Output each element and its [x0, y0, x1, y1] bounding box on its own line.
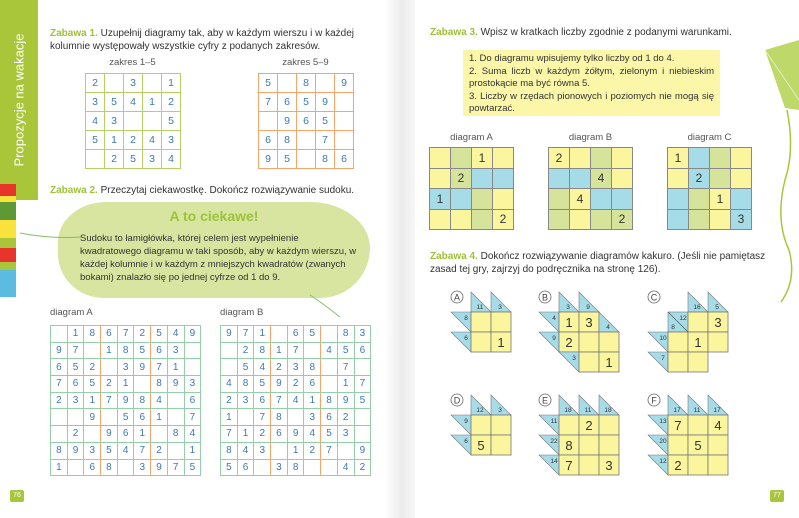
grid-cell[interactable]: 1	[105, 131, 124, 150]
sudoku-cell[interactable]: 3	[167, 342, 184, 359]
kakuro-b	[539, 291, 619, 372]
sudoku-cell[interactable]: 7	[237, 326, 254, 343]
sudoku-cell[interactable]: 7	[51, 376, 68, 393]
sudoku-cell[interactable]: 8	[151, 376, 168, 393]
kakuro-value: 1	[694, 335, 702, 350]
sudoku-cell[interactable]: 4	[337, 459, 354, 476]
grid-cell[interactable]: 1	[143, 93, 162, 112]
kakuro-d	[451, 394, 511, 455]
kakuro-down-sum: 9	[586, 304, 590, 311]
sudoku-cell[interactable]: 8	[287, 459, 304, 476]
kakuro-cell[interactable]	[471, 312, 491, 332]
sudoku-cell[interactable]: 2	[237, 342, 254, 359]
sudoku-cell[interactable]: 9	[101, 426, 118, 443]
color-cell[interactable]: 2	[612, 209, 633, 230]
sudoku-cell[interactable]: 5	[151, 326, 168, 343]
grid-cell[interactable]: 3	[143, 150, 162, 169]
kakuro-letter: B	[541, 292, 549, 303]
kakuro-right-sum: 6	[464, 335, 468, 342]
kakuro-right-sum: 14	[550, 458, 558, 465]
sudoku-cell[interactable]: 7	[134, 442, 151, 459]
grid-cell[interactable]: 6	[259, 131, 278, 150]
sudoku-cell[interactable]: 2	[287, 376, 304, 393]
sudoku-cell[interactable]: 3	[134, 459, 151, 476]
sudoku-cell[interactable]: 2	[354, 459, 371, 476]
kakuro-right-clue	[451, 435, 471, 455]
sudoku-cell[interactable]: 6	[287, 326, 304, 343]
grid-cell[interactable]: 5	[297, 93, 316, 112]
kakuro-a	[451, 291, 511, 352]
kakuro-cell[interactable]	[491, 415, 511, 435]
grid-cell[interactable]: 5	[278, 150, 297, 169]
sudoku-cell[interactable]: 6	[117, 426, 134, 443]
sudoku-cell[interactable]: 3	[254, 442, 271, 459]
grid-cell[interactable]: 6	[278, 93, 297, 112]
rule: 3. Liczby w rzędach pionowych i poziomych nie mogą się powtarzać.	[469, 90, 714, 114]
grid-cell[interactable]: 3	[86, 93, 105, 112]
kakuro-cell[interactable]	[599, 435, 619, 455]
kakuro-value: 8	[565, 438, 573, 453]
sudoku-cell[interactable]: 1	[287, 442, 304, 459]
sudoku-cell[interactable]: 5	[237, 359, 254, 376]
grid-cell[interactable]: 6	[297, 112, 316, 131]
sudoku-cell[interactable]: 2	[67, 426, 84, 443]
kakuro-right-clue	[539, 312, 559, 332]
kakuro-down-sum: 4	[606, 324, 610, 331]
kakuro-right-sum: 13	[659, 418, 667, 425]
sudoku-cell[interactable]: 6	[271, 426, 288, 443]
kakuro-cell[interactable]	[579, 455, 599, 475]
kakuro-cell[interactable]	[471, 332, 491, 352]
color-cell[interactable]: 1	[430, 189, 451, 210]
fact-text: Sudoku to łamigłówka, której celem jest wypełnienie kwadratowego diagramu w taki sposób, aby w każdym wierszu, w każdej kolumnie i w każdym z mniejszych kwadratów (zwanych bokami) znalazło się po jednej cyfrze od 1 do 9.	[80, 233, 357, 283]
sudoku-cell[interactable]: 1	[184, 442, 201, 459]
sudoku-cell[interactable]: 7	[67, 342, 84, 359]
sudoku-cell[interactable]: 5	[184, 459, 201, 476]
sudoku-cell[interactable]: 3	[184, 376, 201, 393]
grid-cell[interactable]: 9	[259, 150, 278, 169]
sudoku-cell[interactable]: 7	[337, 359, 354, 376]
sudoku-cell[interactable]: 5	[221, 459, 238, 476]
sudoku-cell[interactable]: 9	[134, 359, 151, 376]
color-cell[interactable]: 1	[668, 148, 689, 169]
kakuro-value: 3	[585, 315, 593, 330]
kakuro-right-clue	[539, 332, 559, 352]
grid-cell[interactable]: 3	[124, 74, 143, 93]
kakuro-right-sum: 10	[659, 335, 667, 342]
sudoku-cell[interactable]: 1	[167, 359, 184, 376]
kakuro-down-sum: 8	[671, 324, 675, 331]
sudoku-cell[interactable]: 1	[237, 426, 254, 443]
grid-cell[interactable]: 4	[162, 150, 181, 169]
sudoku-cell[interactable]: 6	[101, 326, 118, 343]
sudoku-cell[interactable]: 6	[84, 459, 101, 476]
grid-cell[interactable]: 2	[86, 74, 105, 93]
sudoku-cell[interactable]: 3	[84, 442, 101, 459]
sudoku-cell[interactable]: 3	[337, 426, 354, 443]
grid-cell[interactable]: 5	[316, 112, 335, 131]
kakuro-cell[interactable]	[708, 455, 728, 475]
kakuro-cell[interactable]	[491, 435, 511, 455]
sudoku-cell[interactable]: 1	[254, 326, 271, 343]
sudoku-cell[interactable]: 8	[167, 426, 184, 443]
sudoku-cell[interactable]: 9	[117, 392, 134, 409]
sudoku-cell[interactable]: 7	[117, 326, 134, 343]
kakuro-value: 7	[565, 458, 573, 473]
sudoku-cell[interactable]: 1	[117, 376, 134, 393]
color-cell[interactable]: 1	[472, 148, 493, 169]
sudoku-cell[interactable]: 9	[84, 409, 101, 426]
kakuro-value: 3	[605, 458, 613, 473]
kakuro-letter: A	[453, 292, 461, 303]
kakuro-right-sum: 9	[552, 335, 556, 342]
sudoku-cell[interactable]: 4	[304, 426, 321, 443]
grid-cell[interactable]: 8	[316, 150, 335, 169]
sudoku-cell[interactable]: 2	[304, 442, 321, 459]
sudoku-cell[interactable]: 9	[67, 442, 84, 459]
sudoku-cell[interactable]: 1	[101, 342, 118, 359]
sudoku-cell[interactable]: 7	[167, 459, 184, 476]
sudoku-cell[interactable]: 4	[117, 442, 134, 459]
rule: 2. Suma liczb w każdym żółtym, zielonym i niebieskim prostokącie ma być równa 5.	[469, 65, 714, 89]
sudoku-cell[interactable]: 8	[254, 342, 271, 359]
grid-cell[interactable]: 1	[162, 74, 181, 93]
sudoku-cell[interactable]: 5	[254, 376, 271, 393]
sudoku-cell[interactable]: 2	[51, 392, 68, 409]
color-cell[interactable]: 3	[731, 209, 752, 230]
grid-cell[interactable]: 5	[124, 150, 143, 169]
sudoku-cell[interactable]: 5	[321, 426, 338, 443]
kakuro-c	[648, 291, 728, 372]
sudoku-cell[interactable]: 4	[221, 376, 238, 393]
kakuro-cell[interactable]	[668, 352, 688, 372]
grid-cell[interactable]: 5	[259, 74, 278, 93]
sudoku-cell[interactable]: 4	[167, 326, 184, 343]
sudoku-cell[interactable]: 8	[51, 442, 68, 459]
sudoku-cell[interactable]: 4	[254, 359, 271, 376]
task-label: Zabawa 2.	[50, 185, 98, 196]
sudoku-cell[interactable]: 7	[271, 392, 288, 409]
grid-cell[interactable]: 8	[297, 74, 316, 93]
sudoku-cell[interactable]: 9	[184, 326, 201, 343]
sudoku-cell[interactable]: 6	[304, 376, 321, 393]
kakuro-value: 4	[714, 418, 722, 433]
kakuro-cell[interactable]	[688, 415, 708, 435]
sudoku-cell[interactable]: 8	[321, 392, 338, 409]
sudoku-cell[interactable]: 3	[67, 392, 84, 409]
kakuro-value: 2	[565, 335, 573, 350]
kakuro-right-clue	[451, 415, 471, 435]
fact-title: A to ciekawe!	[169, 208, 259, 224]
color-cell[interactable]: 2	[689, 168, 710, 189]
sudoku-cell[interactable]: 6	[254, 392, 271, 409]
sudoku-cell[interactable]: 8	[237, 376, 254, 393]
sudoku-cell[interactable]: 4	[321, 342, 338, 359]
color-cell[interactable]: 4	[570, 189, 591, 210]
sudoku-cell[interactable]: 1	[67, 326, 84, 343]
kakuro-right-sum: 8	[464, 315, 468, 322]
sudoku-cell[interactable]: 3	[237, 392, 254, 409]
sudoku-cell[interactable]: 5	[337, 342, 354, 359]
task-text: Wpisz w kratkach liczby zgodnie z podanymi warunkami.	[477, 27, 732, 38]
kakuro-cell[interactable]	[688, 352, 708, 372]
sudoku-cell[interactable]: 2	[221, 392, 238, 409]
kakuro-cell[interactable]	[579, 352, 599, 372]
sudoku-cell[interactable]: 8	[271, 409, 288, 426]
kakuro-right-sum: 12	[679, 315, 687, 322]
task-text: Uzupełnij diagramy tak, aby w każdym wierszu i w każdej kolumnie występowały wszystkie cyfry z podanych zakresów.	[50, 28, 355, 52]
sudoku-cell[interactable]: 5	[134, 342, 151, 359]
grid-cell[interactable]: 8	[278, 131, 297, 150]
kakuro-down-sum: 17	[713, 407, 721, 414]
color-cell[interactable]: 2	[549, 148, 570, 169]
sudoku-cell[interactable]: 6	[67, 376, 84, 393]
sudoku-cell[interactable]: 9	[51, 342, 68, 359]
kakuro-value: 2	[585, 418, 593, 433]
grid-cell[interactable]: 2	[105, 150, 124, 169]
kakuro-down-sum: 17	[673, 407, 681, 414]
kakuro-cell[interactable]	[688, 455, 708, 475]
kakuro-right-sum: 20	[659, 438, 667, 445]
sudoku-cell[interactable]: 2	[84, 359, 101, 376]
sudoku-caption: diagram B	[220, 307, 264, 318]
sudoku-cell[interactable]: 6	[51, 359, 68, 376]
sudoku-cell[interactable]: 5	[304, 326, 321, 343]
kite-illustration	[745, 40, 799, 310]
sudoku-cell[interactable]: 1	[84, 392, 101, 409]
kakuro-right-sum: 4	[552, 315, 556, 322]
kakuro-down-sum: 3	[498, 304, 502, 311]
sudoku-cell[interactable]: 8	[117, 342, 134, 359]
sudoku-cell[interactable]: 6	[237, 459, 254, 476]
grid-cell[interactable]: 4	[143, 131, 162, 150]
task-label: Zabawa 1.	[50, 28, 98, 39]
kakuro-letter: C	[650, 292, 658, 303]
sudoku-cell[interactable]: 7	[354, 376, 371, 393]
kakuro-value: 7	[674, 418, 682, 433]
kakuro-cell[interactable]	[579, 332, 599, 352]
kakuro-down-sum: 18	[604, 407, 612, 414]
sudoku-cell[interactable]: 7	[221, 426, 238, 443]
sudoku-cell[interactable]: 9	[151, 459, 168, 476]
task-text: Dokończ rozwiązywanie diagramów kakuro. (Jeśli nie pamiętasz zasad tej gry, zajrzyj do podręcznika na stronę 126).	[430, 251, 766, 275]
sudoku-cell[interactable]: 1	[304, 392, 321, 409]
sudoku-cell[interactable]: 2	[134, 326, 151, 343]
sudoku-cell[interactable]: 8	[304, 359, 321, 376]
sudoku-cell[interactable]: 9	[221, 326, 238, 343]
kakuro-cell[interactable]	[579, 435, 599, 455]
sudoku-cell[interactable]: 7	[254, 409, 271, 426]
sudoku-cell[interactable]: 9	[354, 442, 371, 459]
sudoku-cell[interactable]: 8	[221, 442, 238, 459]
sudoku-cell[interactable]: 2	[151, 442, 168, 459]
sudoku-cell[interactable]: 5	[117, 409, 134, 426]
kakuro-cell[interactable]	[688, 312, 708, 332]
color-cell[interactable]: 2	[493, 209, 514, 230]
sudoku-cell[interactable]: 6	[321, 409, 338, 426]
grid-cell[interactable]: 4	[86, 112, 105, 131]
sudoku-cell[interactable]: 4	[184, 426, 201, 443]
sudoku-cell[interactable]: 7	[321, 442, 338, 459]
kakuro-cell[interactable]	[491, 312, 511, 332]
kakuro-right-sum: 7	[661, 355, 665, 362]
kakuro-value: 3	[714, 315, 722, 330]
kakuro-right-clue	[451, 312, 471, 332]
grid-caption: zakres 1–5	[109, 57, 156, 68]
sudoku-cell[interactable]: 1	[134, 426, 151, 443]
task-text: Przeczytaj ciekawostkę. Dokończ rozwiązywanie sudoku.	[97, 185, 355, 196]
grid-cell[interactable]: 5	[86, 131, 105, 150]
kakuro-value: 1	[605, 355, 613, 370]
kakuro-f	[648, 394, 728, 475]
grid-cell[interactable]: 4	[124, 93, 143, 112]
kakuro-letter: F	[651, 395, 657, 406]
sudoku-cell[interactable]: 8	[134, 392, 151, 409]
kakuro-right-sum: 22	[550, 438, 558, 445]
grid-cell[interactable]: 9	[278, 112, 297, 131]
grid-cell[interactable]: 9	[335, 74, 354, 93]
grid-cell[interactable]: 3	[162, 131, 181, 150]
grid-caption: zakres 5–9	[282, 57, 329, 68]
kakuro-value: 1	[565, 315, 573, 330]
sudoku-cell[interactable]: 3	[287, 359, 304, 376]
kakuro-cell[interactable]	[599, 415, 619, 435]
sudoku-cell[interactable]: 3	[354, 326, 371, 343]
kakuro-right-sum: 6	[464, 438, 468, 445]
sudoku-cell[interactable]: 6	[354, 342, 371, 359]
kakuro-down-sum: 11	[693, 407, 701, 414]
sudoku-cell[interactable]: 8	[101, 459, 118, 476]
kakuro-letter: E	[541, 395, 549, 406]
grid-cell[interactable]: 7	[259, 93, 278, 112]
sudoku-cell[interactable]: 9	[167, 376, 184, 393]
sudoku-cell[interactable]: 2	[271, 359, 288, 376]
color-cell[interactable]: 2	[451, 168, 472, 189]
kakuro-cell[interactable]	[708, 332, 728, 352]
sudoku-cell[interactable]: 9	[271, 376, 288, 393]
kakuro-down-sum: 11	[584, 407, 592, 414]
sudoku-cell[interactable]: 3	[117, 359, 134, 376]
kakuro-right-sum: 12	[659, 458, 667, 465]
sudoku-cell[interactable]: 1	[337, 376, 354, 393]
color-cell[interactable]: 4	[591, 168, 612, 189]
kakuro-down-sum: 3	[566, 304, 570, 311]
kakuro-value: 5	[694, 438, 702, 453]
kakuro-cell[interactable]	[599, 332, 619, 352]
kakuro-down-sum: 16	[693, 304, 701, 311]
sudoku-cell[interactable]: 4	[287, 392, 304, 409]
sudoku-cell[interactable]: 2	[101, 376, 118, 393]
page-number-left: 76	[10, 490, 24, 502]
grid-cell[interactable]: 6	[335, 150, 354, 169]
kakuro-right-clue	[451, 332, 471, 352]
kakuro-e	[539, 394, 619, 475]
sudoku-cell[interactable]: 2	[337, 409, 354, 426]
sudoku-cell[interactable]: 3	[271, 459, 288, 476]
sudoku-cell[interactable]: 5	[84, 376, 101, 393]
sudoku-cell[interactable]: 6	[184, 392, 201, 409]
sudoku-cell[interactable]: 8	[84, 326, 101, 343]
kakuro-right-sum: 3	[572, 355, 576, 362]
kakuro-cell[interactable]	[708, 435, 728, 455]
kakuro-cell[interactable]	[559, 415, 579, 435]
kakuro-right-sum: 11	[550, 418, 558, 425]
task-label: Zabawa 3.	[430, 27, 478, 38]
sudoku-cell[interactable]: 7	[101, 392, 118, 409]
kakuro-down-sum: 18	[564, 407, 572, 414]
sudoku-cell[interactable]: 1	[221, 409, 238, 426]
sudoku-cell[interactable]: 2	[254, 426, 271, 443]
kakuro-right-clue	[559, 352, 579, 372]
sudoku-caption: diagram A	[50, 307, 93, 318]
sudoku-cell[interactable]: 6	[151, 342, 168, 359]
kakuro-cell[interactable]	[471, 415, 491, 435]
kakuro-cell[interactable]	[668, 332, 688, 352]
sudoku-cell[interactable]: 4	[237, 442, 254, 459]
grid-cell[interactable]: 9	[316, 93, 335, 112]
grid-cell[interactable]: 5	[162, 112, 181, 131]
section-title: Propozycje na wakacje	[11, 33, 27, 167]
sudoku-cell[interactable]: 7	[287, 342, 304, 359]
sudoku-cell[interactable]: 1	[271, 342, 288, 359]
sudoku-cell[interactable]: 9	[337, 392, 354, 409]
color-cell[interactable]: 1	[710, 189, 731, 210]
grid-cell[interactable]: 2	[162, 93, 181, 112]
sudoku-cell[interactable]: 8	[337, 326, 354, 343]
sudoku-cell[interactable]: 5	[101, 442, 118, 459]
sudoku-cell[interactable]: 1	[151, 409, 168, 426]
sudoku-cell[interactable]: 1	[51, 459, 68, 476]
sudoku-cell[interactable]: 5	[354, 392, 371, 409]
kakuro-down-sum: 11	[476, 304, 484, 311]
kakuro-down-sum: 3	[498, 407, 502, 414]
kakuro-value: 1	[497, 335, 505, 350]
color-diagram-caption: diagram C	[687, 132, 732, 143]
grid-cell[interactable]: 5	[105, 93, 124, 112]
grid-cell[interactable]: 7	[316, 131, 335, 150]
sudoku-cell[interactable]: 5	[67, 359, 84, 376]
color-diagram-caption: diagram A	[450, 132, 493, 143]
page-number-right: 77	[770, 490, 784, 502]
task-label: Zabawa 4.	[430, 251, 478, 262]
kakuro-down-sum: 5	[715, 304, 719, 311]
sudoku-cell[interactable]: 6	[134, 409, 151, 426]
kakuro-letter: D	[453, 395, 461, 406]
kakuro-right-sum: 9	[464, 418, 468, 425]
rule: 1. Do diagramu wpisujemy tylko liczby od 1 do 4.	[469, 53, 675, 64]
sudoku-cell[interactable]: 3	[304, 409, 321, 426]
grid-cell[interactable]: 2	[124, 131, 143, 150]
sudoku-cell[interactable]: 7	[151, 359, 168, 376]
sudoku-cell[interactable]: 7	[184, 409, 201, 426]
kakuro-right-clue	[648, 352, 668, 372]
sudoku-cell[interactable]: 9	[287, 426, 304, 443]
color-diagram-caption: diagram B	[568, 132, 613, 143]
sudoku-cell[interactable]: 4	[151, 392, 168, 409]
kakuro-cell[interactable]	[668, 435, 688, 455]
kakuro-value: 5	[477, 438, 485, 453]
kakuro-value: 2	[674, 458, 682, 473]
grid-cell[interactable]: 3	[105, 112, 124, 131]
kakuro-down-sum: 12	[476, 407, 484, 414]
